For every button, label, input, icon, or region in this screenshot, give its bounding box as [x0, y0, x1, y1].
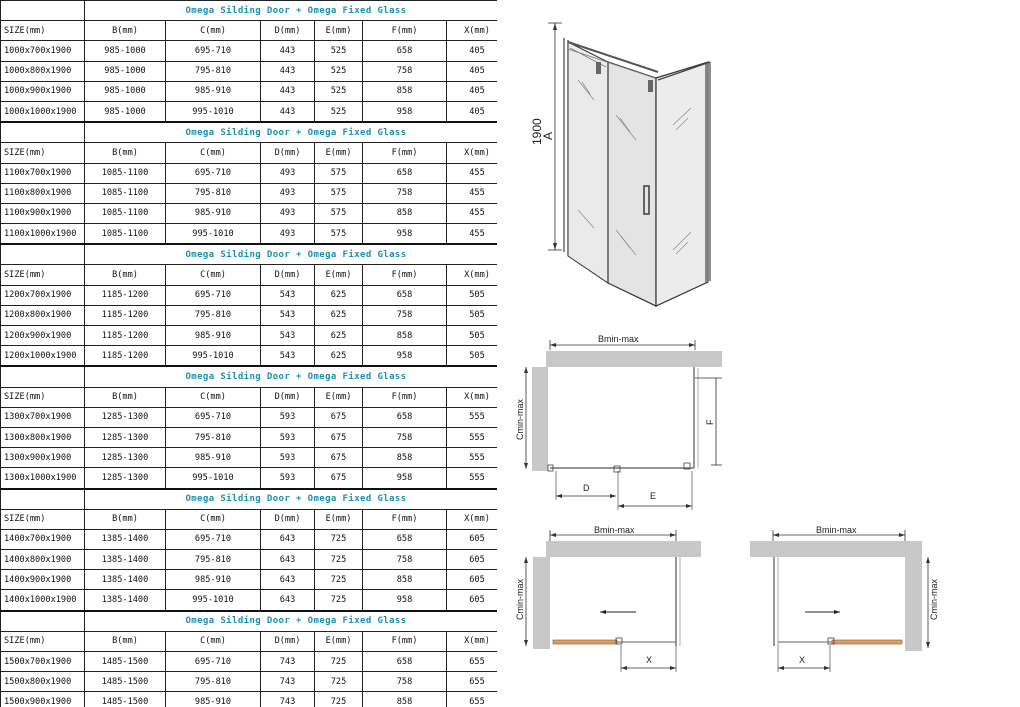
cell-size: 1100x700x1900 — [1, 163, 85, 183]
group-title-blank — [1, 1, 85, 21]
cell-b: 985-1000 — [85, 81, 166, 101]
cell-size: 1400x1000x1900 — [1, 590, 85, 611]
cell-b: 1285-1300 — [85, 468, 166, 489]
cell-size: 1000x700x1900 — [1, 41, 85, 61]
cell-d: 543 — [261, 346, 315, 367]
specification-table — [0, 0, 497, 707]
cell-f: 958 — [363, 468, 447, 489]
cell-d: 743 — [261, 672, 315, 692]
cell-e: 675 — [315, 427, 363, 447]
column-header-c: C(mm) — [166, 509, 261, 529]
column-header-d: D(mm) — [261, 387, 315, 407]
cell-b: 1085-1100 — [85, 183, 166, 203]
cell-size: 1500x800x1900 — [1, 672, 85, 692]
cell-c: 695-710 — [166, 652, 261, 672]
column-header-e: E(mm) — [315, 143, 363, 163]
cell-e: 725 — [315, 529, 363, 549]
group-title: Omega Silding Door + Omega Fixed Glass — [85, 122, 498, 143]
cell-e: 625 — [315, 285, 363, 305]
cell-c: 995-1010 — [166, 590, 261, 611]
cell-size: 1300x800x1900 — [1, 427, 85, 447]
cell-c: 695-710 — [166, 41, 261, 61]
cell-f: 958 — [363, 224, 447, 245]
cell-e: 625 — [315, 346, 363, 367]
cell-x: 405 — [447, 41, 498, 61]
cell-c: 795-810 — [166, 672, 261, 692]
column-header-f: F(mm) — [363, 509, 447, 529]
cell-size: 1100x900x1900 — [1, 203, 85, 223]
table-row — [1, 652, 498, 672]
drawings-panel — [498, 0, 1020, 707]
cell-c: 795-810 — [166, 550, 261, 570]
cell-x: 505 — [447, 305, 498, 325]
cell-size: 1100x800x1900 — [1, 183, 85, 203]
column-header-d: D(mm) — [261, 631, 315, 651]
cell-size: 1300x700x1900 — [1, 407, 85, 427]
table-row — [1, 529, 498, 549]
cell-e: 525 — [315, 61, 363, 81]
column-header-size: SIZE(mm) — [1, 387, 85, 407]
cell-d: 643 — [261, 529, 315, 549]
cell-c: 795-810 — [166, 183, 261, 203]
cell-d: 443 — [261, 61, 315, 81]
cell-e: 625 — [315, 326, 363, 346]
column-header-f: F(mm) — [363, 21, 447, 41]
cell-d: 593 — [261, 427, 315, 447]
group-title-row — [1, 366, 498, 387]
cell-c: 795-810 — [166, 61, 261, 81]
cell-x: 655 — [447, 692, 498, 707]
cell-x: 455 — [447, 203, 498, 223]
cell-f: 958 — [363, 101, 447, 122]
column-header-size: SIZE(mm) — [1, 265, 85, 285]
table-row — [1, 672, 498, 692]
cell-x: 505 — [447, 285, 498, 305]
column-header-x: X(mm) — [447, 143, 498, 163]
column-header-c: C(mm) — [166, 631, 261, 651]
cell-d: 443 — [261, 101, 315, 122]
cell-x: 455 — [447, 163, 498, 183]
cell-b: 1485-1500 — [85, 672, 166, 692]
cell-d: 643 — [261, 570, 315, 590]
cell-f: 858 — [363, 81, 447, 101]
cell-x: 455 — [447, 224, 498, 245]
cell-size: 1500x900x1900 — [1, 692, 85, 707]
cell-c: 795-810 — [166, 427, 261, 447]
cell-d: 593 — [261, 448, 315, 468]
plan-f-label: F — [705, 419, 715, 425]
cell-x: 605 — [447, 550, 498, 570]
column-header-e: E(mm) — [315, 509, 363, 529]
cell-c: 795-810 — [166, 305, 261, 325]
cell-e: 725 — [315, 692, 363, 707]
column-header-e: E(mm) — [315, 265, 363, 285]
table-row — [1, 427, 498, 447]
cell-b: 985-1000 — [85, 41, 166, 61]
cell-f: 858 — [363, 203, 447, 223]
cell-b: 1285-1300 — [85, 407, 166, 427]
cell-c: 985-910 — [166, 570, 261, 590]
column-header-x: X(mm) — [447, 631, 498, 651]
cell-b: 1185-1200 — [85, 305, 166, 325]
cell-f: 858 — [363, 326, 447, 346]
cell-b: 1485-1500 — [85, 692, 166, 707]
cell-c: 995-1010 — [166, 224, 261, 245]
plan-view-drawing — [515, 334, 722, 510]
cell-d: 643 — [261, 550, 315, 570]
plan-b-label: Bmin-max — [598, 334, 639, 344]
specification-table-body — [1, 1, 498, 707]
cell-size: 1000x1000x1900 — [1, 101, 85, 122]
cell-e: 725 — [315, 590, 363, 611]
cell-d: 743 — [261, 692, 315, 707]
left-b-label: Bmin-max — [594, 525, 635, 535]
cell-d: 593 — [261, 407, 315, 427]
cell-e: 725 — [315, 550, 363, 570]
column-header-row — [1, 265, 498, 285]
column-header-x: X(mm) — [447, 509, 498, 529]
cell-size: 1300x1000x1900 — [1, 468, 85, 489]
group-title: Omega Silding Door + Omega Fixed Glass — [85, 611, 498, 632]
table-row — [1, 305, 498, 325]
group-title: Omega Silding Door + Omega Fixed Glass — [85, 1, 498, 21]
group-title: Omega Silding Door + Omega Fixed Glass — [85, 244, 498, 265]
column-header-e: E(mm) — [315, 631, 363, 651]
cell-x: 505 — [447, 346, 498, 367]
cell-f: 658 — [363, 41, 447, 61]
column-header-b: B(mm) — [85, 387, 166, 407]
column-header-c: C(mm) — [166, 21, 261, 41]
cell-c: 995-1010 — [166, 468, 261, 489]
table-row — [1, 163, 498, 183]
cell-x: 655 — [447, 652, 498, 672]
cell-d: 543 — [261, 285, 315, 305]
cell-e: 675 — [315, 407, 363, 427]
table-row — [1, 407, 498, 427]
column-header-b: B(mm) — [85, 509, 166, 529]
cell-b: 1385-1400 — [85, 570, 166, 590]
cell-f: 658 — [363, 529, 447, 549]
cell-e: 625 — [315, 305, 363, 325]
right-c-label: Cmin-max — [929, 578, 939, 620]
cell-b: 1085-1100 — [85, 163, 166, 183]
cell-x: 555 — [447, 407, 498, 427]
group-title-row — [1, 611, 498, 632]
cell-e: 725 — [315, 652, 363, 672]
cell-size: 1500x700x1900 — [1, 652, 85, 672]
table-row — [1, 346, 498, 367]
column-header-e: E(mm) — [315, 387, 363, 407]
cell-f: 758 — [363, 305, 447, 325]
group-title-row — [1, 1, 498, 21]
cell-e: 575 — [315, 183, 363, 203]
column-header-size: SIZE(mm) — [1, 21, 85, 41]
cell-x: 605 — [447, 529, 498, 549]
plan-d-label: D — [583, 483, 590, 493]
table-row — [1, 183, 498, 203]
cell-x: 555 — [447, 448, 498, 468]
cell-e: 675 — [315, 468, 363, 489]
column-header-b: B(mm) — [85, 21, 166, 41]
column-header-size: SIZE(mm) — [1, 631, 85, 651]
table-row — [1, 203, 498, 223]
table-row — [1, 81, 498, 101]
column-header-size: SIZE(mm) — [1, 509, 85, 529]
cell-x: 655 — [447, 672, 498, 692]
column-header-row — [1, 21, 498, 41]
cell-e: 575 — [315, 163, 363, 183]
group-title: Omega Silding Door + Omega Fixed Glass — [85, 366, 498, 387]
column-header-x: X(mm) — [447, 21, 498, 41]
cell-x: 455 — [447, 183, 498, 203]
cell-d: 443 — [261, 41, 315, 61]
table-row — [1, 101, 498, 122]
elevation-drawing — [530, 23, 710, 306]
cell-size: 1400x900x1900 — [1, 570, 85, 590]
cell-size: 1200x1000x1900 — [1, 346, 85, 367]
technical-drawings — [498, 0, 1020, 707]
column-header-b: B(mm) — [85, 143, 166, 163]
right-b-label: Bmin-max — [816, 525, 857, 535]
cell-size: 1400x800x1900 — [1, 550, 85, 570]
group-title-blank — [1, 611, 85, 632]
cell-x: 405 — [447, 61, 498, 81]
cell-size: 1100x1000x1900 — [1, 224, 85, 245]
left-c-label: Cmin-max — [515, 578, 525, 620]
column-header-c: C(mm) — [166, 265, 261, 285]
plan-e-label: E — [650, 491, 657, 501]
cell-b: 1385-1400 — [85, 550, 166, 570]
cell-size: 1200x800x1900 — [1, 305, 85, 325]
cell-d: 493 — [261, 163, 315, 183]
left-x-label: X — [646, 655, 653, 665]
table-row — [1, 326, 498, 346]
table-row — [1, 285, 498, 305]
column-header-f: F(mm) — [363, 387, 447, 407]
group-title: Omega Silding Door + Omega Fixed Glass — [85, 489, 498, 510]
table-row — [1, 224, 498, 245]
cell-f: 758 — [363, 61, 447, 81]
cell-f: 658 — [363, 163, 447, 183]
table-row — [1, 41, 498, 61]
cell-f: 658 — [363, 407, 447, 427]
cell-b: 1285-1300 — [85, 427, 166, 447]
group-title-blank — [1, 366, 85, 387]
cell-x: 505 — [447, 326, 498, 346]
column-header-row — [1, 509, 498, 529]
cell-d: 593 — [261, 468, 315, 489]
cell-f: 658 — [363, 285, 447, 305]
cell-f: 758 — [363, 550, 447, 570]
cell-b: 1185-1200 — [85, 285, 166, 305]
cell-d: 743 — [261, 652, 315, 672]
cell-b: 1485-1500 — [85, 652, 166, 672]
cell-size: 1300x900x1900 — [1, 448, 85, 468]
cell-f: 758 — [363, 672, 447, 692]
cell-f: 858 — [363, 448, 447, 468]
cell-e: 525 — [315, 101, 363, 122]
cell-c: 985-910 — [166, 326, 261, 346]
cell-c: 985-910 — [166, 203, 261, 223]
cell-e: 725 — [315, 570, 363, 590]
cell-b: 1385-1400 — [85, 590, 166, 611]
column-header-x: X(mm) — [447, 387, 498, 407]
column-header-row — [1, 631, 498, 651]
cell-size: 1200x900x1900 — [1, 326, 85, 346]
plan-c-label: Cmin-max — [515, 398, 525, 440]
cell-f: 758 — [363, 183, 447, 203]
cell-d: 643 — [261, 590, 315, 611]
cell-d: 543 — [261, 326, 315, 346]
cell-size: 1200x700x1900 — [1, 285, 85, 305]
column-header-d: D(mm) — [261, 143, 315, 163]
column-header-e: E(mm) — [315, 21, 363, 41]
specification-table-panel — [0, 0, 497, 707]
group-title-row — [1, 489, 498, 510]
cell-d: 543 — [261, 305, 315, 325]
group-title-row — [1, 122, 498, 143]
table-row — [1, 468, 498, 489]
cell-b: 985-1000 — [85, 101, 166, 122]
cell-c: 985-910 — [166, 81, 261, 101]
table-row — [1, 590, 498, 611]
table-row — [1, 61, 498, 81]
height-value: 1900 — [530, 118, 544, 145]
cell-b: 1185-1200 — [85, 326, 166, 346]
cell-b: 985-1000 — [85, 61, 166, 81]
cell-d: 493 — [261, 183, 315, 203]
cell-c: 695-710 — [166, 529, 261, 549]
table-row — [1, 448, 498, 468]
cell-e: 725 — [315, 672, 363, 692]
cell-e: 525 — [315, 41, 363, 61]
group-title-blank — [1, 244, 85, 265]
cell-c: 995-1010 — [166, 101, 261, 122]
cell-c: 695-710 — [166, 407, 261, 427]
column-header-d: D(mm) — [261, 509, 315, 529]
cell-size: 1000x800x1900 — [1, 61, 85, 81]
cell-f: 858 — [363, 570, 447, 590]
cell-e: 675 — [315, 448, 363, 468]
column-header-c: C(mm) — [166, 143, 261, 163]
cell-b: 1185-1200 — [85, 346, 166, 367]
group-title-blank — [1, 122, 85, 143]
cell-x: 555 — [447, 427, 498, 447]
cell-x: 605 — [447, 590, 498, 611]
table-row — [1, 692, 498, 707]
cell-x: 405 — [447, 81, 498, 101]
column-header-row — [1, 143, 498, 163]
cell-d: 493 — [261, 203, 315, 223]
column-header-x: X(mm) — [447, 265, 498, 285]
cell-f: 658 — [363, 652, 447, 672]
cell-c: 695-710 — [166, 163, 261, 183]
cell-b: 1085-1100 — [85, 224, 166, 245]
cell-size: 1000x900x1900 — [1, 81, 85, 101]
right-opening-drawing — [750, 525, 939, 672]
column-header-row — [1, 387, 498, 407]
column-header-size: SIZE(mm) — [1, 143, 85, 163]
table-row — [1, 570, 498, 590]
column-header-c: C(mm) — [166, 387, 261, 407]
cell-f: 958 — [363, 590, 447, 611]
cell-size: 1400x700x1900 — [1, 529, 85, 549]
cell-x: 555 — [447, 468, 498, 489]
cell-b: 1085-1100 — [85, 203, 166, 223]
cell-c: 985-910 — [166, 692, 261, 707]
column-header-f: F(mm) — [363, 631, 447, 651]
column-header-d: D(mm) — [261, 21, 315, 41]
column-header-b: B(mm) — [85, 265, 166, 285]
cell-d: 443 — [261, 81, 315, 101]
group-title-blank — [1, 489, 85, 510]
cell-c: 995-1010 — [166, 346, 261, 367]
cell-c: 985-910 — [166, 448, 261, 468]
cell-f: 758 — [363, 427, 447, 447]
cell-x: 405 — [447, 101, 498, 122]
cell-e: 525 — [315, 81, 363, 101]
cell-x: 605 — [447, 570, 498, 590]
cell-e: 575 — [315, 224, 363, 245]
group-title-row — [1, 244, 498, 265]
table-row — [1, 550, 498, 570]
column-header-b: B(mm) — [85, 631, 166, 651]
cell-b: 1285-1300 — [85, 448, 166, 468]
cell-b: 1385-1400 — [85, 529, 166, 549]
cell-c: 695-710 — [166, 285, 261, 305]
height-letter: A — [541, 131, 555, 140]
column-header-f: F(mm) — [363, 143, 447, 163]
left-opening-drawing — [515, 525, 701, 672]
cell-d: 493 — [261, 224, 315, 245]
right-x-label: X — [799, 655, 806, 665]
cell-f: 858 — [363, 692, 447, 707]
cell-e: 575 — [315, 203, 363, 223]
column-header-d: D(mm) — [261, 265, 315, 285]
column-header-f: F(mm) — [363, 265, 447, 285]
cell-f: 958 — [363, 346, 447, 367]
